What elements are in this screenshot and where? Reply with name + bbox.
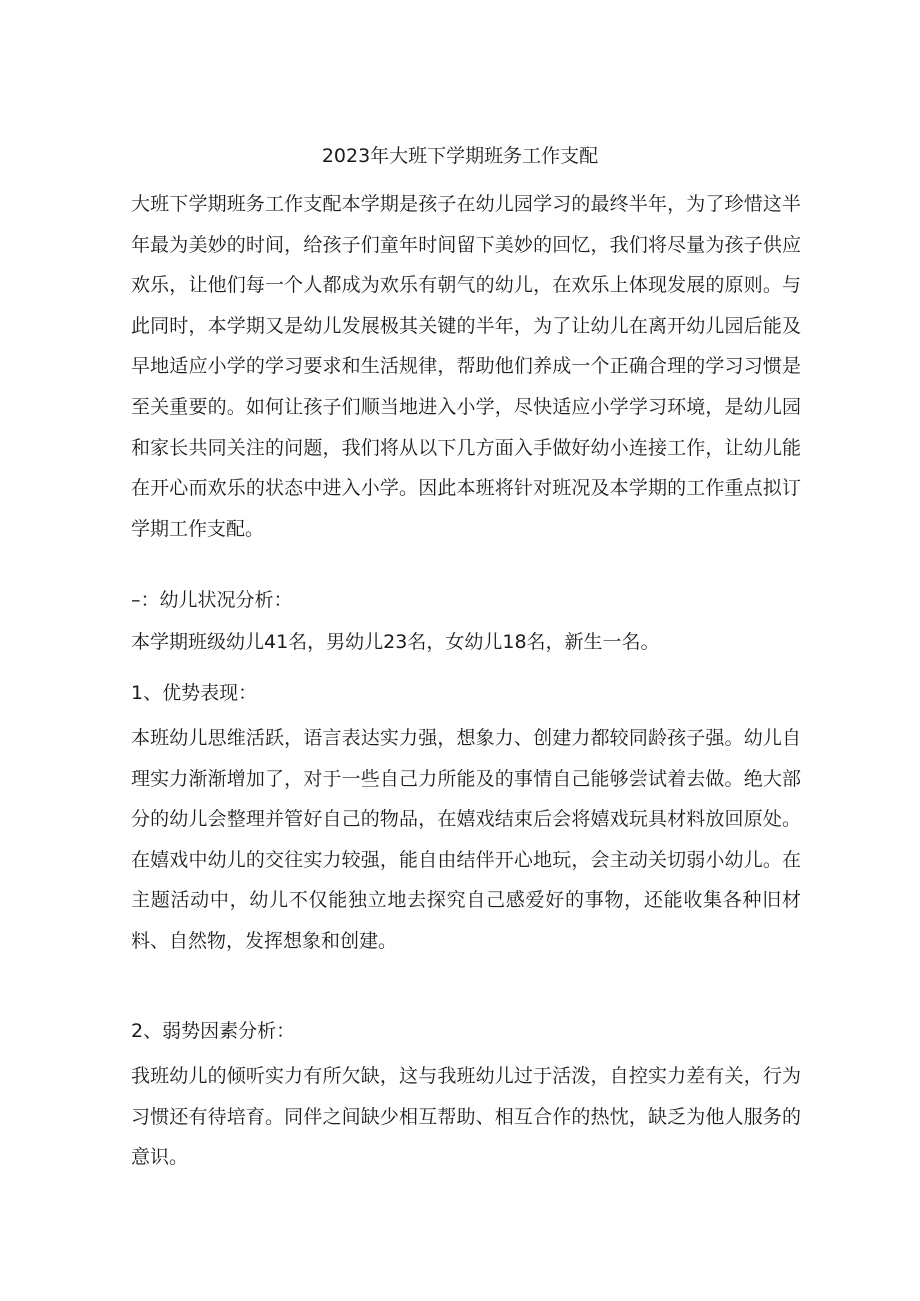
strengths-heading: 1、优势表现： (131, 682, 258, 704)
class-summary-paragraph: 本学期班级幼儿41名，男幼儿23名，女幼儿18名，新生一名。 (131, 631, 660, 653)
strengths-paragraph: 本班幼儿思维活跃，语言表达实力强，想象力、创建力都较同龄孩子强。幼儿自理实力渐渐增加了，对于一些自己力所能及的事情自己能够尝试着去做。绝大部分的幼儿会整理并管好自己的物品，在嬉戏结束后会将嬉戏玩具材料放回原处。在嬉戏中幼儿的交往实力较强，能自由结伴开心地玩，会主动关切弱小幼儿。在主题活动中，幼儿不仅能独立地去探究自己感爱好的事物，还能收集各种旧材料、自然物，发挥想象和创建。 (131, 727, 801, 952)
weaknesses-paragraph: 我班幼儿的倾听实力有所欠缺，这与我班幼儿过于活泼，自控实力差有关，行为习惯还有待培育。同伴之间缺少相互帮助、相互合作的热忱，缺乏为他人服务的意识。 (131, 1065, 801, 1169)
weaknesses-heading: 2、弱势因素分析： (131, 1020, 296, 1042)
intro-paragraph: 大班下学期班务工作支配本学期是孩子在幼儿园学习的最终半年，为了珍惜这半年最为美妙的时间，给孩子们童年时间留下美妙的回忆，我们将尽量为孩子供应欢乐，让他们每一个人都成为欢乐有朝气的幼儿，在欢乐上体现发展的原则。与此同时，本学期又是幼儿发展极其关键的半年，为了让幼儿在离开幼儿园后能及早地适应小学的学习要求和生活规律，帮助他们养成一个正确合理的学习习惯是至关重要的。如何让孩子们顺当地进入小学，尽快适应小学学习环境，是幼儿园和家长共同关注的问题，我们将从以下几方面入手做好幼小连接工作，让幼儿能在开心而欢乐的状态中进入小学。因此本班将针对班况及本学期的工作重点拟订学期工作支配。 (131, 193, 801, 540)
section-analysis-heading: –：幼儿状况分析： (131, 589, 293, 611)
document-title: 2023年大班下学期班务工作支配 (321, 145, 599, 167)
